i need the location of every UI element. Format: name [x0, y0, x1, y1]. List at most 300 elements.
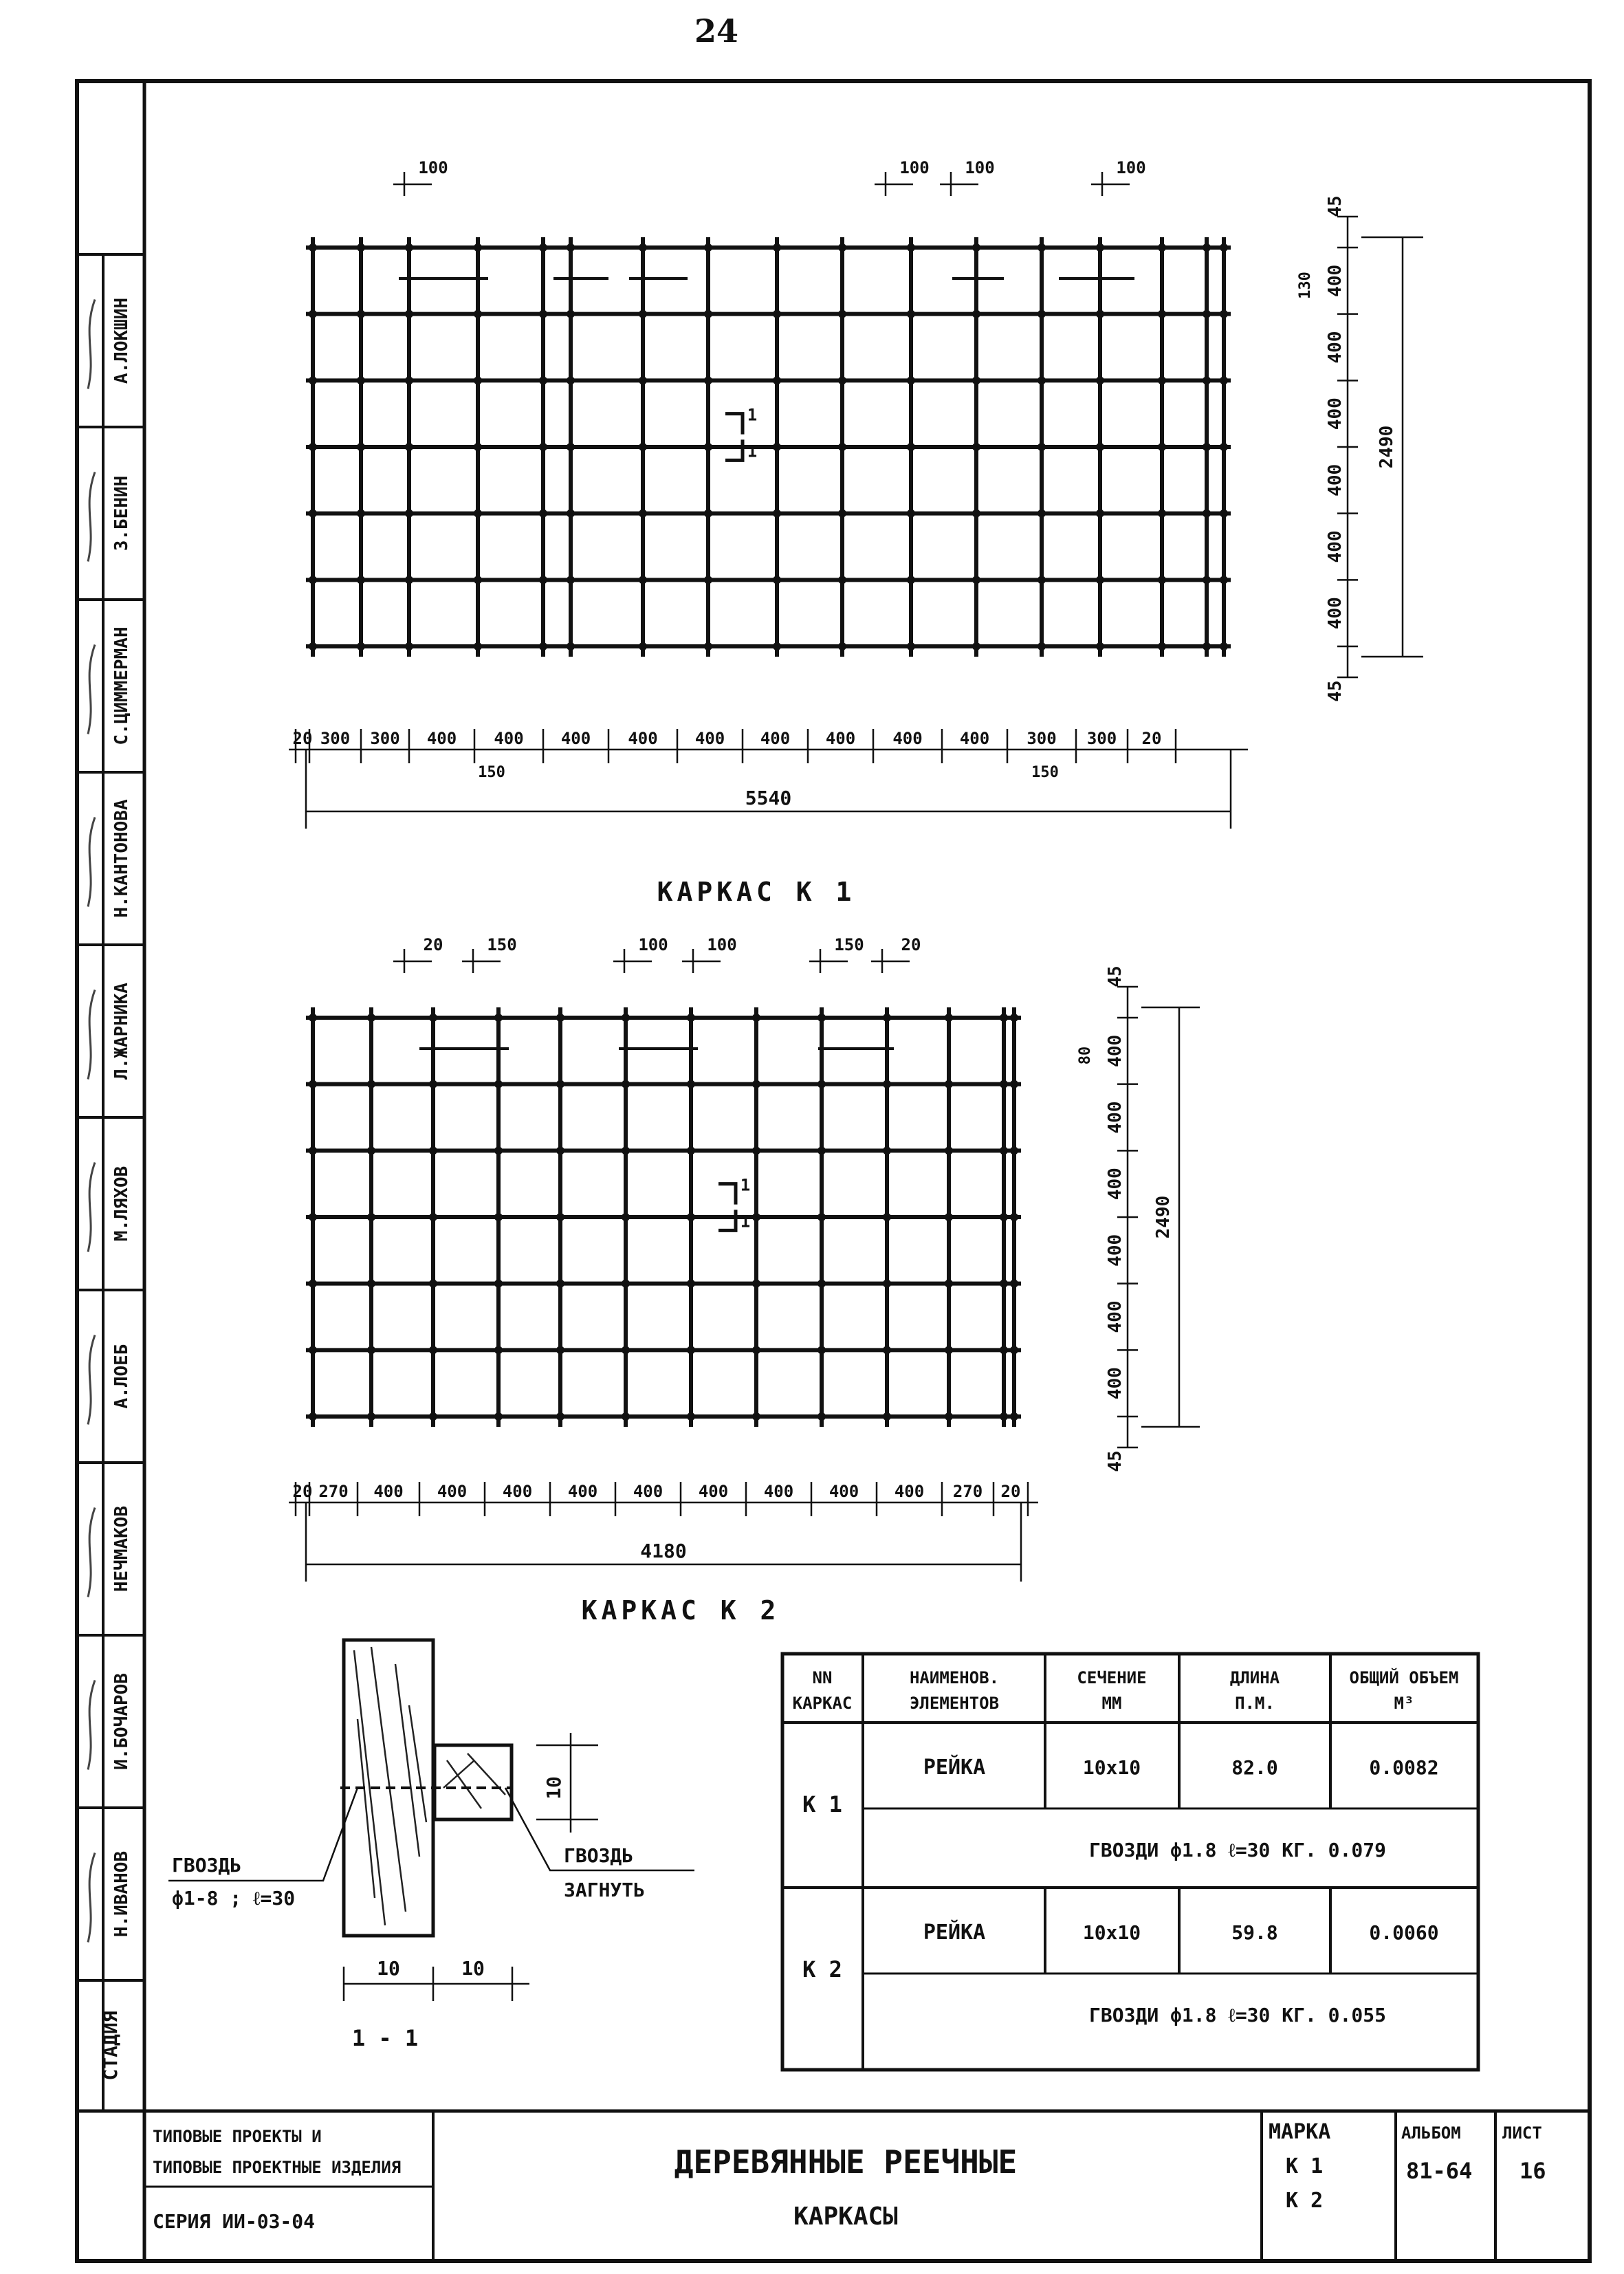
album-value: 81-64	[1406, 2158, 1473, 2184]
k2-nail	[367, 1213, 375, 1221]
k1-nail	[773, 310, 781, 318]
k2-nail	[1010, 1412, 1018, 1421]
k1-nail	[1203, 642, 1211, 651]
k1-bottom-dim: 400	[628, 729, 658, 748]
k1-nail	[1096, 642, 1104, 651]
k2-bottom-dim: 400	[829, 1482, 859, 1501]
k1-nail	[773, 243, 781, 252]
k2-nail	[622, 1412, 630, 1421]
k2-nail	[1010, 1080, 1018, 1089]
sheet-border	[77, 81, 1590, 2261]
k1-nail	[1038, 510, 1046, 518]
k1-nail	[474, 243, 482, 252]
k2-nail	[494, 1014, 503, 1022]
spec-frame-id: К 1	[802, 1791, 842, 1817]
k1-nail	[309, 510, 317, 518]
k2-nail	[883, 1346, 891, 1354]
k2-nail	[818, 1080, 826, 1089]
k1-nail	[1158, 243, 1166, 252]
k1-nail	[1038, 376, 1046, 384]
k2-nail	[945, 1080, 953, 1089]
k1-nail	[1096, 376, 1104, 384]
k1-nail	[907, 310, 915, 318]
nail-label-2: ГВОЗДЬ	[564, 1844, 634, 1867]
k2-nail	[429, 1080, 437, 1089]
album-label: АЛЬБОМ	[1401, 2123, 1461, 2143]
k2-nail	[818, 1280, 826, 1288]
k1-nail	[1038, 443, 1046, 451]
k1-nail	[567, 642, 575, 651]
section-1-1-detail	[168, 1640, 694, 2051]
nail-label-1: ГВОЗДЬ	[172, 1854, 242, 1877]
k2-nail	[1000, 1346, 1008, 1354]
k2-nail	[945, 1412, 953, 1421]
k2-overall-length: 4180	[640, 1540, 687, 1562]
k1-nail	[357, 243, 365, 252]
spec-header: ОБЩИЙ ОБЪЕМ	[1349, 1668, 1459, 1687]
k1-overall-height: 2490	[1376, 425, 1397, 469]
k1-nail	[357, 642, 365, 651]
k2-nail	[622, 1213, 630, 1221]
k1-right-small-dim: 130	[1297, 272, 1314, 299]
k1-section-label-top: 1	[747, 405, 758, 425]
k1-nail	[309, 642, 317, 651]
k1-right-dim: 400	[1325, 397, 1346, 430]
k2-nail	[429, 1412, 437, 1421]
k1-nail	[1038, 642, 1046, 651]
k1-nail	[474, 443, 482, 451]
signature-mark	[88, 1508, 95, 1597]
k1-nail	[1038, 243, 1046, 252]
k1-nail	[838, 310, 846, 318]
k1-nail	[539, 443, 547, 451]
k2-section-label-top: 1	[740, 1175, 751, 1195]
k2-nail	[883, 1080, 891, 1089]
spec-header: ММ	[1101, 1694, 1122, 1713]
k1-nail	[639, 243, 647, 252]
k2-right-dim: 45	[1105, 1450, 1126, 1472]
spec-element-name: РЕЙКА	[923, 1756, 986, 1780]
k2-bottom-dim: 270	[952, 1482, 983, 1501]
signature-mark	[88, 1681, 95, 1770]
k2-bottom-dim: 400	[894, 1482, 925, 1501]
k2-right-small-dim: 80	[1077, 1046, 1094, 1065]
k2-nail	[818, 1014, 826, 1022]
k2-nail	[687, 1280, 695, 1288]
title-block	[77, 2111, 1590, 2261]
spec-header: КАРКАС	[792, 1694, 853, 1713]
k1-top-dim: 100	[965, 158, 995, 177]
k1-nail	[539, 310, 547, 318]
k2-nail	[1010, 1280, 1018, 1288]
mark-label: МАРКА	[1269, 2120, 1331, 2144]
k1-nail	[474, 510, 482, 518]
spec-header: НАИМЕНОВ.	[909, 1668, 1000, 1687]
k1-nail	[567, 243, 575, 252]
k1-bottom-dim: 20	[1141, 729, 1162, 748]
k2-nail	[945, 1346, 953, 1354]
k2-nail	[556, 1014, 564, 1022]
k2-nail	[1010, 1346, 1018, 1354]
k1-nail	[1220, 443, 1228, 451]
k2-nail	[494, 1346, 503, 1354]
spec-length: 59.8	[1231, 1921, 1278, 1944]
spec-length: 82.0	[1231, 1756, 1278, 1779]
k2-bottom-dim: 400	[437, 1482, 468, 1501]
side-stamp-name: З.БЕНИН	[111, 475, 132, 551]
k2-bottom-dim: 20	[292, 1482, 313, 1501]
spec-table	[782, 1654, 1478, 2070]
k2-nail	[622, 1346, 630, 1354]
k2-nail	[367, 1346, 375, 1354]
k2-nail	[883, 1146, 891, 1155]
side-stamp-name: М.ЛЯХОВ	[111, 1166, 132, 1242]
k2-top-dim: 100	[638, 935, 668, 954]
k2-nail	[309, 1280, 317, 1288]
k2-nail	[1000, 1014, 1008, 1022]
k2-nail	[883, 1412, 891, 1421]
k2-nail	[818, 1346, 826, 1354]
k1-nail	[405, 376, 413, 384]
sheet-label: ЛИСТ	[1502, 2123, 1542, 2143]
k1-nail	[309, 576, 317, 584]
frame-k2-drawing	[289, 935, 1200, 1582]
k1-nail	[907, 642, 915, 651]
spec-volume: 0.0060	[1369, 1921, 1439, 1944]
k2-bottom-dim: 400	[373, 1482, 404, 1501]
k2-nail	[752, 1412, 760, 1421]
k2-bottom-dim: 400	[633, 1482, 663, 1501]
k1-nail	[1158, 510, 1166, 518]
k1-nail	[357, 576, 365, 584]
k1-nail	[704, 510, 712, 518]
k1-nail	[1158, 443, 1166, 451]
signature-mark	[88, 1335, 95, 1425]
k1-nail	[567, 443, 575, 451]
k1-nail	[1203, 510, 1211, 518]
k2-nail	[752, 1280, 760, 1288]
k2-nail	[1010, 1146, 1018, 1155]
k1-nail	[1203, 243, 1211, 252]
k1-bottom-dim: 400	[959, 729, 990, 748]
k2-nail	[429, 1346, 437, 1354]
k1-nail	[1220, 376, 1228, 384]
k1-bottom-dim: 400	[760, 729, 791, 748]
k1-nail	[907, 243, 915, 252]
spec-volume: 0.0082	[1369, 1756, 1439, 1779]
k2-nail	[622, 1146, 630, 1155]
k1-nail	[1203, 376, 1211, 384]
k1-top-dim: 100	[418, 158, 448, 177]
spec-header: П.М.	[1235, 1694, 1275, 1713]
k2-nail	[752, 1346, 760, 1354]
k1-nail	[1220, 642, 1228, 651]
series-label: СЕРИЯ ИИ-03-04	[153, 2210, 316, 2233]
k2-nail	[429, 1014, 437, 1022]
k2-right-dim: 400	[1105, 1168, 1126, 1201]
k2-nail	[494, 1080, 503, 1089]
k1-nail	[357, 443, 365, 451]
k2-nail	[429, 1146, 437, 1155]
k2-nail	[818, 1146, 826, 1155]
k2-nail	[367, 1014, 375, 1022]
k1-nail	[1220, 510, 1228, 518]
k2-nail	[818, 1213, 826, 1221]
k1-nail	[1158, 310, 1166, 318]
k2-nail	[622, 1014, 630, 1022]
k2-nail	[818, 1412, 826, 1421]
k1-nail	[309, 376, 317, 384]
k1-right-dim: 400	[1325, 530, 1346, 563]
signature-mark	[88, 990, 95, 1080]
k1-nail	[972, 310, 980, 318]
k1-nail	[405, 310, 413, 318]
k1-nail	[907, 376, 915, 384]
k2-nail	[1000, 1280, 1008, 1288]
k2-top-dim: 150	[487, 935, 517, 954]
k2-nail	[429, 1280, 437, 1288]
k1-nail	[405, 576, 413, 584]
k1-nail	[539, 243, 547, 252]
k1-nail	[838, 642, 846, 651]
k2-bottom-dim: 400	[502, 1482, 533, 1501]
k1-bottom-dim: 400	[560, 729, 591, 748]
signature-mark	[88, 1163, 95, 1252]
k2-right-dim: 400	[1105, 1101, 1126, 1134]
k1-nail	[309, 310, 317, 318]
k1-nail	[907, 443, 915, 451]
k1-section-mark-bottom	[725, 439, 743, 460]
k1-nail	[1096, 243, 1104, 252]
k1-right-dim: 45	[1325, 680, 1346, 702]
k2-bottom-dim: 20	[1000, 1482, 1021, 1501]
k1-nail	[405, 243, 413, 252]
k1-bottom-dim: 300	[320, 729, 351, 748]
k2-nail	[622, 1080, 630, 1089]
k2-section-mark-top	[718, 1184, 736, 1205]
k1-nail	[474, 310, 482, 318]
caption-k2: КАРКАС К 2	[581, 1595, 780, 1626]
k1-nail	[1096, 443, 1104, 451]
k1-nail	[539, 576, 547, 584]
k1-nail	[704, 376, 712, 384]
k2-top-dim: 150	[834, 935, 864, 954]
drawing-title-line-2: КАРКАСЫ	[793, 2202, 898, 2231]
k1-nail	[972, 510, 980, 518]
section-dim-right: 10	[542, 1776, 565, 1800]
signature-mark	[88, 645, 95, 734]
k2-right-dim: 400	[1105, 1034, 1126, 1067]
k2-nail	[429, 1213, 437, 1221]
k2-nail	[687, 1146, 695, 1155]
k2-nail	[309, 1014, 317, 1022]
k1-nail	[972, 243, 980, 252]
k1-nail	[704, 443, 712, 451]
k1-nail	[1203, 443, 1211, 451]
k2-bottom-dim: 400	[567, 1482, 598, 1501]
side-stamp-name: И.БОЧАРОВ	[111, 1673, 132, 1770]
k2-nail	[945, 1213, 953, 1221]
k2-nail	[494, 1213, 503, 1221]
k1-nail	[972, 443, 980, 451]
k1-nail	[567, 510, 575, 518]
section-dim-bottom-2: 10	[461, 1957, 485, 1980]
k1-right-dim: 400	[1325, 331, 1346, 364]
k2-nail	[367, 1080, 375, 1089]
k1-top-dim: 100	[1116, 158, 1146, 177]
k1-nail	[309, 443, 317, 451]
org-line-1: ТИПОВЫЕ ПРОЕКТЫ И	[153, 2127, 322, 2146]
k1-nail	[567, 376, 575, 384]
k2-nail	[556, 1213, 564, 1221]
spec-header: М³	[1394, 1694, 1414, 1713]
k1-nail	[309, 243, 317, 252]
k2-nail	[1000, 1412, 1008, 1421]
k1-nail	[838, 443, 846, 451]
k1-right-dim: 400	[1325, 264, 1346, 297]
k1-nail	[639, 642, 647, 651]
k2-right-dim: 45	[1105, 965, 1126, 987]
k2-nail	[494, 1280, 503, 1288]
side-stamp-stage: СТАДИЯ	[99, 2011, 122, 2081]
k1-nail	[639, 576, 647, 584]
spec-header: СЕЧЕНИЕ	[1077, 1668, 1147, 1687]
k1-nail	[1220, 243, 1228, 252]
k1-nail	[773, 376, 781, 384]
signature-mark	[88, 1853, 95, 1943]
spec-element-name: РЕЙКА	[923, 1921, 986, 1945]
org-line-2: ТИПОВЫЕ ПРОЕКТНЫЕ ИЗДЕЛИЯ	[153, 2158, 402, 2177]
k2-nail	[687, 1346, 695, 1354]
k2-nail	[752, 1213, 760, 1221]
spec-section: 10х10	[1082, 1756, 1141, 1779]
k1-nail	[907, 510, 915, 518]
k1-nail	[639, 443, 647, 451]
k1-nail	[1203, 310, 1211, 318]
k1-bottom-dim: 400	[494, 729, 524, 748]
k2-nail	[1000, 1213, 1008, 1221]
k1-bottom-dim: 300	[1027, 729, 1057, 748]
side-stamp-name: А.ЛОЕБ	[111, 1344, 132, 1409]
side-stamp-name: А.ЛОКШИН	[111, 297, 132, 384]
k1-nail	[773, 510, 781, 518]
k1-nail	[838, 576, 846, 584]
k1-nail	[972, 642, 980, 651]
k1-nail	[972, 576, 980, 584]
k2-right-dim: 400	[1105, 1367, 1126, 1400]
section-dim-bottom-1: 10	[377, 1957, 400, 1980]
k2-nail	[883, 1280, 891, 1288]
k1-nail	[1158, 576, 1166, 584]
spec-header: ЭЛЕМЕНТОВ	[909, 1694, 1000, 1713]
k1-nail	[474, 576, 482, 584]
k1-nail	[357, 510, 365, 518]
k1-top-dim: 100	[899, 158, 930, 177]
k2-right-dim: 400	[1105, 1300, 1126, 1333]
k1-nail	[1096, 510, 1104, 518]
nail-label-1b: ф1-8 ; ℓ=30	[172, 1887, 296, 1910]
side-stamp-name: НЕЧМАКОВ	[111, 1505, 132, 1593]
k2-nail	[309, 1080, 317, 1089]
spec-section: 10х10	[1082, 1921, 1141, 1944]
k1-bottom-dim: 400	[892, 729, 923, 748]
k2-nail	[309, 1346, 317, 1354]
k2-top-dim: 20	[423, 935, 443, 954]
k1-nail	[1158, 642, 1166, 651]
k1-nail	[1038, 310, 1046, 318]
k1-nail	[704, 576, 712, 584]
k2-nail	[945, 1014, 953, 1022]
k2-nail	[367, 1146, 375, 1155]
k2-nail	[687, 1412, 695, 1421]
k1-overall-length: 5540	[745, 787, 792, 809]
side-stamp-name: Л.ЖАРНИКА	[111, 983, 132, 1080]
spec-nails: ГВОЗДИ ф1.8 ℓ=30 КГ. 0.079	[1089, 1839, 1386, 1861]
k1-bottom-dim: 20	[292, 729, 313, 748]
k2-nail	[367, 1412, 375, 1421]
k2-nail	[687, 1213, 695, 1221]
k2-nail	[1000, 1080, 1008, 1089]
page-number: 24	[694, 12, 739, 50]
k2-nail	[945, 1280, 953, 1288]
k1-nail	[1096, 576, 1104, 584]
k1-nail	[539, 642, 547, 651]
k2-right-dim: 400	[1105, 1234, 1126, 1267]
k1-bottom-dim: 300	[370, 729, 400, 748]
k1-nail	[405, 642, 413, 651]
k2-nail	[883, 1213, 891, 1221]
k1-section-label-bottom: 1	[747, 441, 758, 461]
k1-nail	[1096, 310, 1104, 318]
k2-nail	[494, 1412, 503, 1421]
k1-nail	[1203, 576, 1211, 584]
frame-k1-drawing	[289, 158, 1423, 829]
k1-nail	[773, 443, 781, 451]
k2-nail	[556, 1080, 564, 1089]
k1-nail	[639, 510, 647, 518]
spec-nails: ГВОЗДИ ф1.8 ℓ=30 КГ. 0.055	[1089, 2004, 1386, 2026]
spec-header: NN	[812, 1668, 833, 1687]
k2-bottom-dim: 400	[763, 1482, 794, 1501]
caption-k1: КАРКАС К 1	[657, 877, 856, 907]
nail-label-2b: ЗАГНУТЬ	[564, 1879, 646, 1901]
sheet-value: 16	[1519, 2158, 1546, 2184]
side-stamp-name: Н.ИВАНОВ	[111, 1850, 132, 1938]
k1-nail	[539, 510, 547, 518]
spec-header: ДЛИНА	[1229, 1668, 1280, 1687]
k1-section-mark-top	[725, 414, 743, 435]
spec-frame-id: К 2	[802, 1956, 842, 1982]
signature-mark	[88, 472, 95, 562]
k1-right-dim: 400	[1325, 597, 1346, 630]
k1-nail	[907, 576, 915, 584]
k1-nail	[405, 510, 413, 518]
k1-nail	[474, 642, 482, 651]
k1-bottom-sub-dim: 150	[1031, 764, 1059, 781]
signature-mark	[88, 818, 95, 907]
k2-nail	[883, 1014, 891, 1022]
k1-bottom-dim: 400	[825, 729, 856, 748]
k2-section-mark-bottom	[718, 1210, 736, 1230]
k2-nail	[556, 1146, 564, 1155]
k2-nail	[687, 1014, 695, 1022]
k1-nail	[567, 310, 575, 318]
k1-right-dim: 45	[1325, 195, 1346, 217]
k1-nail	[1220, 310, 1228, 318]
k2-bottom-dim: 270	[318, 1482, 349, 1501]
k1-right-dim: 400	[1325, 463, 1346, 496]
k2-nail	[622, 1280, 630, 1288]
